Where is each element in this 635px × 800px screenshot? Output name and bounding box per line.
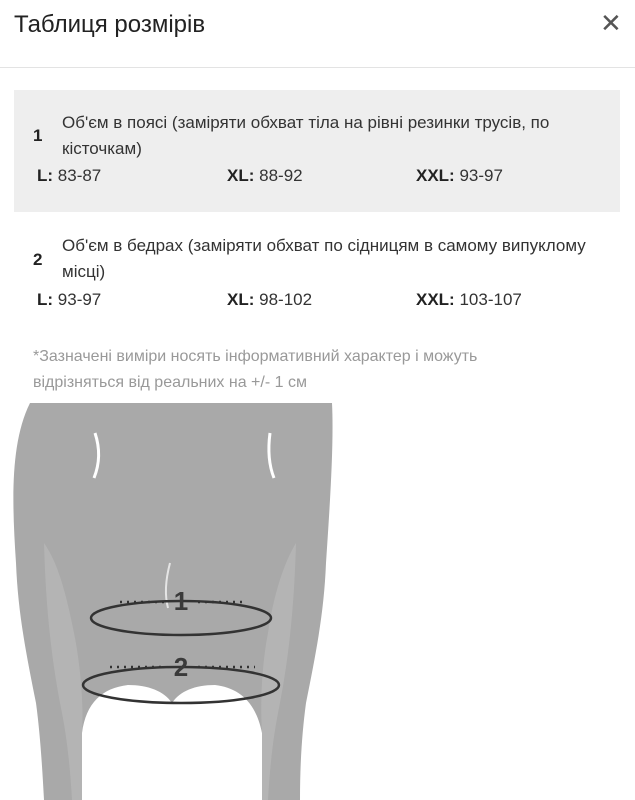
body-figure-image (0, 403, 340, 800)
marker-2: 2 (173, 652, 189, 682)
size-value: 83-87 (57, 166, 102, 185)
size-cell-xxl (416, 166, 503, 186)
row-description: Об'єм в бедрах (заміряти обхват по сідницям в самому випуклому місці) (62, 236, 586, 281)
size-cell-xl (227, 166, 303, 186)
size-row-hips (14, 212, 620, 324)
size-cell-xl (227, 290, 312, 310)
size-cell-xxl (416, 290, 522, 310)
row-description: Об'єм в поясі (заміряти обхват тіла на рівні резинки трусів, по кісточкам) (62, 113, 550, 158)
size-label: XL: (227, 290, 255, 309)
size-label: XXL: (416, 290, 455, 309)
close-icon[interactable]: ✕ (600, 8, 622, 38)
body-measurement-figure (0, 403, 340, 800)
size-label: L: (37, 290, 54, 309)
disclaimer-note: *Зазначені виміри носять інформативний характер і можуть відрізняться від реальних на +/- 1 см (33, 348, 478, 391)
size-value: 88-92 (259, 166, 303, 185)
size-value: 93-97 (57, 290, 102, 309)
size-cell-l (37, 166, 101, 186)
size-label: XXL: (416, 166, 455, 185)
row-number: 1 (33, 126, 43, 145)
size-label: L: (37, 166, 54, 185)
size-value: 98-102 (259, 290, 313, 309)
size-cell-l (37, 290, 101, 310)
size-label: XL: (227, 166, 255, 185)
size-value: 93-97 (459, 166, 503, 185)
size-value: 103-107 (459, 290, 522, 309)
row-number: 2 (33, 250, 43, 269)
dialog-header (0, 0, 635, 68)
size-row-waist (14, 90, 620, 212)
dialog-title: Таблиця розмірів (14, 11, 206, 38)
marker-1: 1 (173, 586, 189, 616)
